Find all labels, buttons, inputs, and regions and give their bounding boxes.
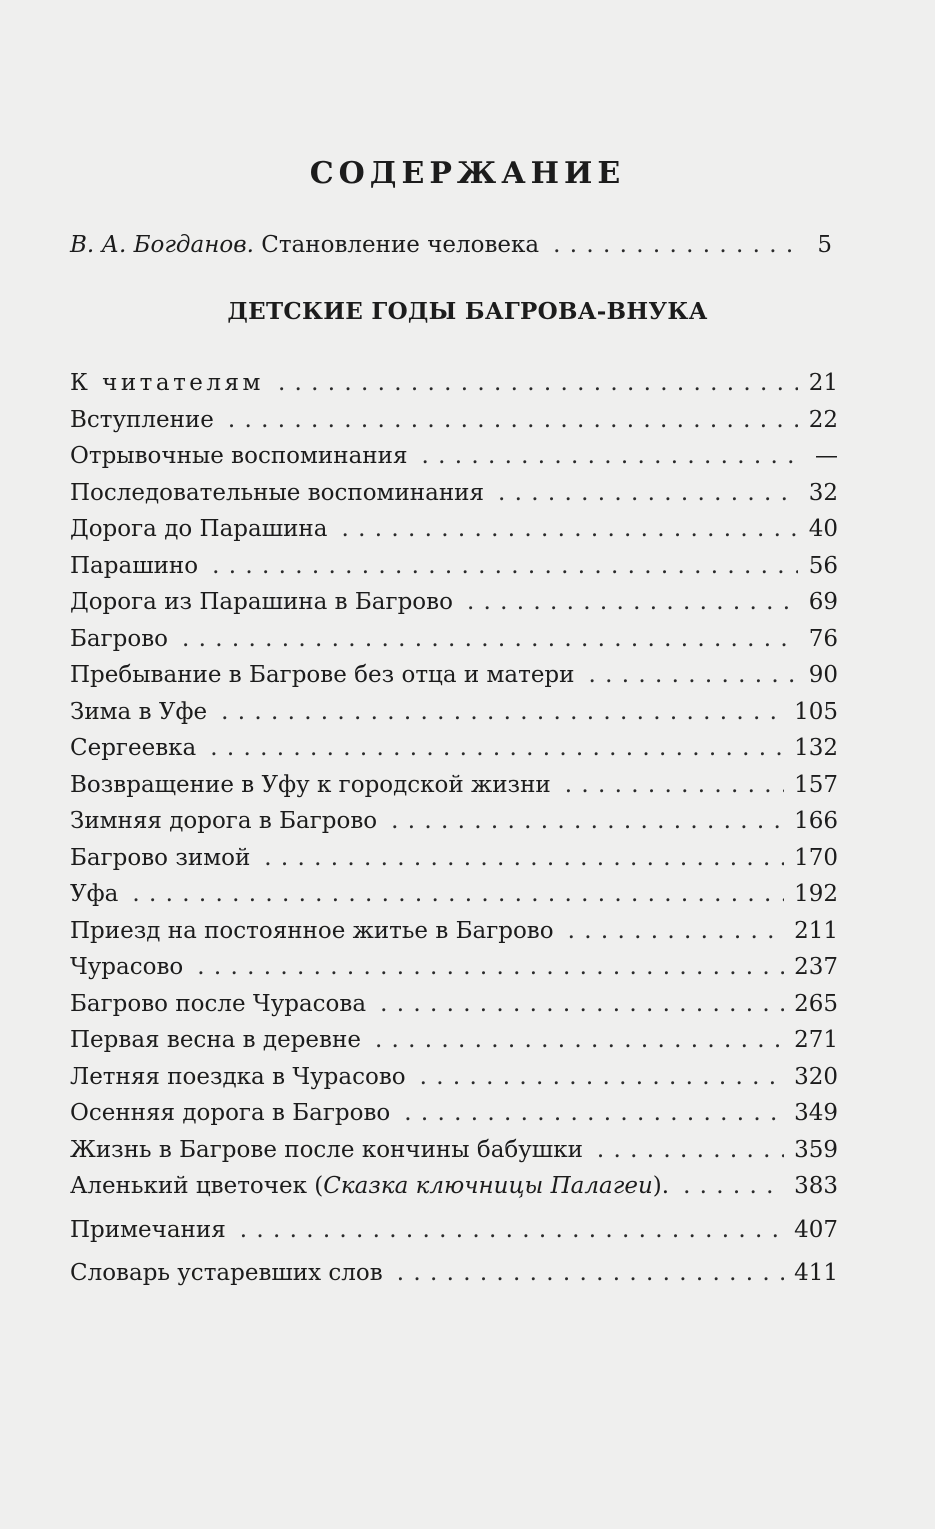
toc-entry-page: 237 (794, 954, 838, 980)
toc-entry-page: 359 (794, 1136, 838, 1163)
dot-leader (341, 516, 798, 542)
toc-entry-page: 76 (808, 625, 838, 652)
toc-entry-page: 211 (794, 917, 838, 944)
toc-entry[interactable] (70, 1027, 838, 1064)
toc-entry[interactable] (70, 699, 838, 736)
toc-intro-entry[interactable] (70, 232, 832, 258)
dot-leader (553, 232, 792, 258)
toc-entry-page: 40 (808, 516, 838, 542)
toc-entry-page: 69 (808, 589, 838, 615)
toc-entry-label-plain: Аленький цветочек ( (70, 1173, 324, 1199)
toc-entry-label: Уфа (70, 881, 119, 907)
dot-leader (380, 991, 784, 1017)
dot-leader (264, 845, 784, 871)
toc-entry-label: Жизнь в Багрове после кончины бабушки (70, 1136, 583, 1163)
dot-leader (597, 1137, 784, 1163)
toc-entry-label (70, 1173, 669, 1199)
dot-leader (568, 918, 784, 944)
toc-entry[interactable] (70, 443, 838, 480)
dot-leader (467, 589, 798, 615)
toc-entry[interactable] (70, 1064, 838, 1101)
toc-entry-page: 192 (794, 881, 838, 907)
dot-leader (375, 1027, 784, 1053)
toc-entry[interactable] (70, 881, 838, 918)
toc-entry[interactable] (70, 370, 838, 407)
toc-entry-label: К читателям (70, 370, 264, 396)
toc-entry-page: 271 (794, 1027, 838, 1053)
toc-entry[interactable] (70, 662, 838, 699)
dot-leader (421, 443, 798, 469)
toc-entry-label: Возвращение в Уфу к городской жизни (70, 771, 551, 798)
dot-leader (278, 370, 798, 396)
toc-entry[interactable] (70, 1100, 838, 1137)
toc-entry[interactable] (70, 626, 838, 663)
toc-entry[interactable] (70, 516, 838, 553)
toc-entry-label: Сергеевка (70, 735, 197, 761)
toc-entry-label: Дорога из Парашина в Багрово (70, 589, 453, 615)
toc-entry[interactable] (70, 1217, 838, 1260)
dot-leader (197, 954, 784, 980)
dot-leader (240, 1217, 784, 1243)
toc-entry-page: 265 (794, 990, 838, 1017)
dot-leader (212, 553, 798, 579)
toc-entry-label-tail: ). (652, 1173, 670, 1199)
toc-entry[interactable] (70, 991, 838, 1028)
toc-entry-page: — (815, 443, 838, 469)
toc-entry-label: Последовательные воспоминания (70, 479, 484, 506)
toc-entry-label: Примечания (70, 1216, 226, 1243)
toc-entry-label: Пребывание в Багрове без отца и матери (70, 662, 575, 688)
toc-entry-page: 105 (794, 698, 838, 725)
toc-entry[interactable] (70, 954, 838, 991)
toc-entry-label: Летняя поездка в Чурасово (70, 1063, 406, 1090)
toc-entry-label: Парашино (70, 552, 199, 579)
toc-entry-page: 383 (794, 1173, 838, 1199)
toc-entry-page: 56 (808, 552, 838, 579)
toc-entry[interactable] (70, 480, 838, 517)
toc-entry[interactable] (70, 808, 838, 845)
dot-leader (210, 735, 784, 761)
toc-entry-label-italic: Сказка ключницы Палагеи (323, 1173, 653, 1199)
dot-leader (182, 626, 798, 652)
toc-entry-page: 320 (794, 1063, 838, 1090)
dot-leader (397, 1260, 784, 1286)
toc-entry-label: Зимняя дорога в Багрово (70, 808, 378, 834)
toc-entry-label: Багрово зимой (70, 844, 251, 871)
toc-entry[interactable] (70, 1137, 838, 1174)
toc-entry-page: 21 (808, 370, 838, 396)
toc-entry[interactable] (70, 553, 838, 590)
toc-entry[interactable] (70, 589, 838, 626)
toc-entry-page: 90 (808, 662, 838, 688)
toc-entry-page: 170 (794, 844, 838, 871)
dot-leader (221, 699, 784, 725)
toc-entry-label: Зима в Уфе (70, 698, 208, 725)
toc-entry-page: 22 (808, 406, 838, 433)
toc-entry-page: 166 (794, 808, 838, 834)
toc-entry-label: Словарь устаревших слов (70, 1259, 383, 1286)
toc-entry-page: 349 (794, 1100, 838, 1126)
toc-entry[interactable] (70, 735, 838, 772)
toc-entry-page: 407 (794, 1216, 838, 1243)
toc-entry[interactable] (70, 1260, 838, 1297)
toc-entry[interactable] (70, 772, 838, 809)
toc-entry-page: 411 (794, 1259, 838, 1286)
toc-entry-label: Первая весна в деревне (70, 1027, 361, 1053)
section-heading: ДЕТСКИЕ ГОДЫ БАГРОВА-ВНУКА (227, 298, 708, 325)
dot-leader (420, 1064, 784, 1090)
dot-leader (588, 662, 798, 688)
toc-entry-label: Осенняя дорога в Багрово (70, 1100, 391, 1126)
table-of-contents (70, 370, 838, 1296)
dot-leader (228, 407, 798, 433)
intro-author: В. А. Богданов. (70, 232, 254, 258)
dot-leader (683, 1173, 784, 1199)
dot-leader (132, 881, 784, 907)
intro-title: Становление человека (261, 232, 540, 258)
dot-leader (404, 1100, 784, 1126)
toc-entry[interactable] (70, 1173, 838, 1210)
toc-entry-label: Багрово после Чурасова (70, 990, 367, 1017)
toc-entry-page: 132 (794, 735, 838, 761)
dot-leader (565, 772, 784, 798)
toc-entry-page: 157 (794, 771, 838, 798)
toc-entry-label: Дорога до Парашина (70, 516, 328, 542)
toc-entry[interactable] (70, 918, 838, 955)
toc-entry[interactable] (70, 407, 838, 444)
toc-entry-label: Приезд на постоянное житье в Багрово (70, 917, 554, 944)
intro-page-number: 5 (817, 232, 832, 258)
toc-entry[interactable] (70, 845, 838, 882)
dot-leader (391, 808, 784, 834)
toc-entry-label: Вступление (70, 406, 214, 433)
page-title: СОДЕРЖАНИЕ (309, 156, 626, 191)
dot-leader (498, 480, 798, 506)
toc-entry-label: Багрово (70, 625, 169, 652)
toc-entry-page: 32 (808, 479, 838, 506)
toc-entry-label: Чурасово (70, 954, 184, 980)
toc-entry-label: Отрывочные воспоминания (70, 443, 408, 469)
